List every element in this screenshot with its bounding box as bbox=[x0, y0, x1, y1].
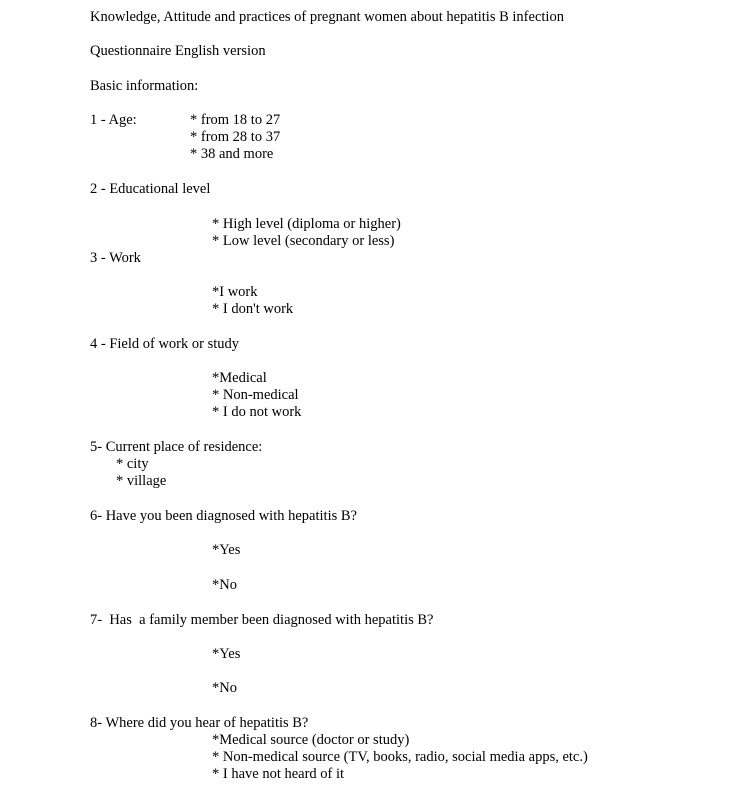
question-1-label: 1 - Age: bbox=[90, 112, 137, 128]
question-2-option: * High level (diploma or higher) bbox=[212, 216, 401, 232]
question-3-label: 3 - Work bbox=[90, 250, 141, 266]
question-8-option: * Non-medical source (TV, books, radio, social media apps, etc.) bbox=[212, 749, 588, 765]
question-7-label: 7- Has a family member been diagnosed with hepatitis B? bbox=[90, 612, 434, 628]
question-4-option: * Non-medical bbox=[212, 387, 299, 403]
document-title: Knowledge, Attitude and practices of pregnant women about hepatitis B infection bbox=[90, 9, 564, 25]
question-2-option: * Low level (secondary or less) bbox=[212, 233, 395, 249]
question-3-option: * I don't work bbox=[212, 301, 294, 317]
question-3-option: *I work bbox=[212, 284, 258, 300]
question-2-label: 2 - Educational level bbox=[90, 181, 211, 197]
question-4-option: *Medical bbox=[212, 370, 267, 386]
question-5-label: 5- Current place of residence: bbox=[90, 439, 263, 455]
question-4-label: 4 - Field of work or study bbox=[90, 336, 240, 352]
question-4-option: * I do not work bbox=[212, 404, 302, 420]
question-7-option: *No bbox=[212, 680, 237, 696]
question-7-option: *Yes bbox=[212, 646, 241, 662]
question-1-option: * 38 and more bbox=[190, 146, 274, 162]
questionnaire-version: Questionnaire English version bbox=[90, 43, 266, 59]
question-6-option: *No bbox=[212, 577, 237, 593]
question-6-option: *Yes bbox=[212, 542, 241, 558]
question-5-option: * village bbox=[116, 473, 167, 489]
question-8-option: *Medical source (doctor or study) bbox=[212, 732, 410, 748]
question-8-label: 8- Where did you hear of hepatitis B? bbox=[90, 715, 309, 731]
question-6-label: 6- Have you been diagnosed with hepatitis B? bbox=[90, 508, 357, 524]
question-1-option: * from 18 to 27 bbox=[190, 112, 281, 128]
question-1-option: * from 28 to 37 bbox=[190, 129, 281, 145]
section-heading: Basic information: bbox=[90, 78, 199, 94]
question-5-option: * city bbox=[116, 456, 149, 472]
question-8-option: * I have not heard of it bbox=[212, 766, 345, 782]
